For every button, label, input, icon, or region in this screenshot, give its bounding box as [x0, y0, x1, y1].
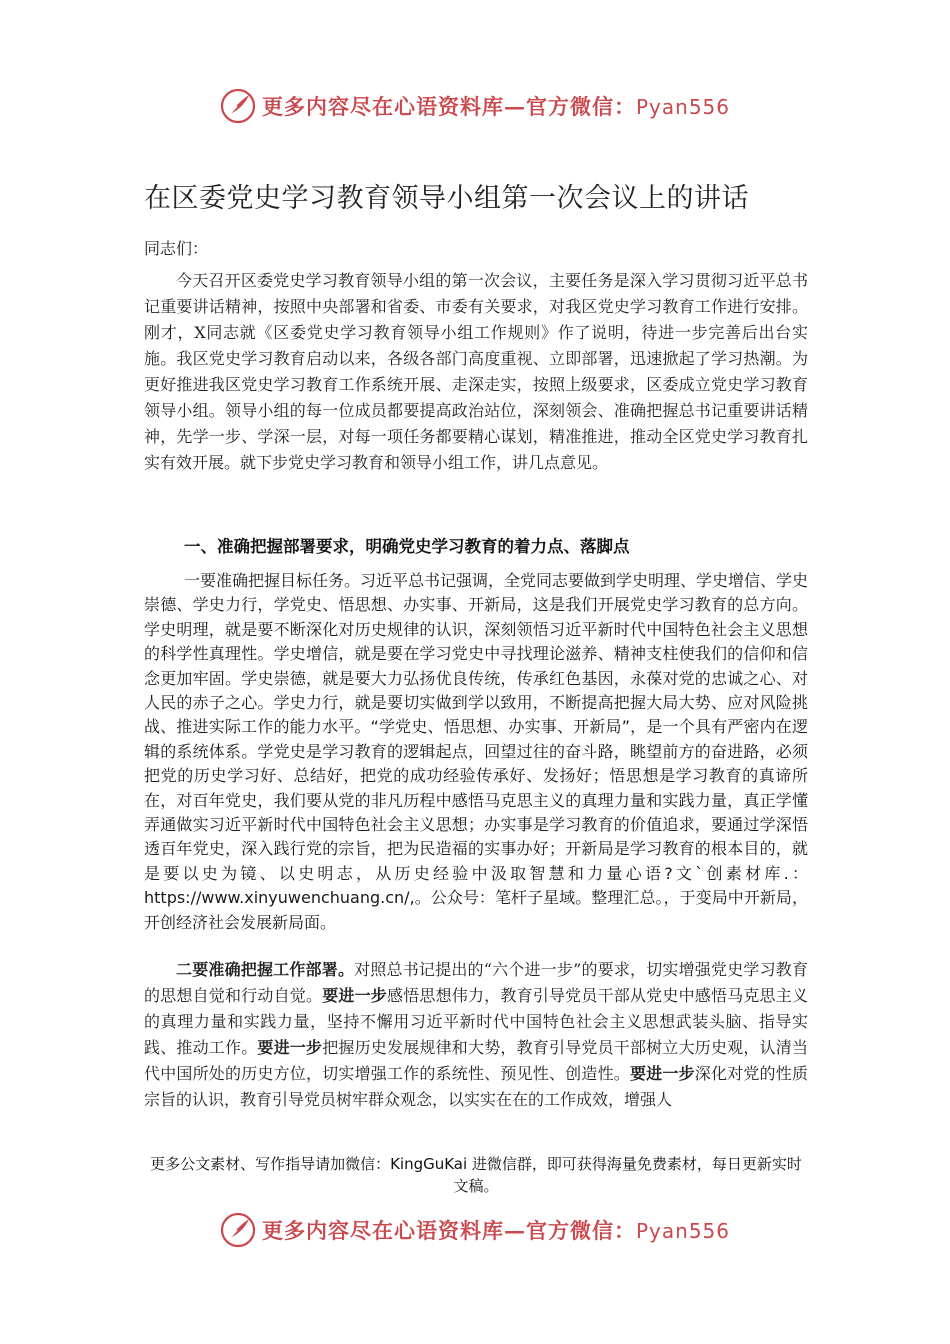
section-heading-1: 一、准确把握部署要求，明确党史学习教育的着力点、落脚点: [184, 537, 630, 556]
intro-paragraph: 今天召开区委党史学习教育领导小组的第一次会议，主要任务是深入学习贯彻习近平总书记重要讲话精神，按照中央部署和省委、市委有关要求，对我区党史学习教育工作进行安排。刚才，X同志就《区委党史学习教育领导小组工作规则》作了说明，待进一步完善后出台实施。我区党史学习教育启动以来，各级各部门高度重视、立即部署，迅速掀起了学习热潮。为更好推进我区党史学习教育工作系统开展、走深走实，按照上级要求，区委成立党史学习教育领导小组。领导小组的每一位成员都要提高政治站位，深刻领会、准确把握总书记重要讲话精神，先学一步、学深一层，对每一项任务都要精心谋划，精准推进，推动全区党史学习教育扎实有效开展。就下步党史学习教育和领导小组工作，讲几点意见。: [144, 271, 808, 472]
salutation: 同志们：: [144, 239, 209, 258]
para-lead: 二要准确把握工作部署。: [176, 960, 355, 979]
banner-text: 更多内容尽在心语资料库—官方微信：Pyan556: [261, 1218, 730, 1243]
keyword: 要进一步: [322, 986, 387, 1005]
quill-pen-icon: [220, 1212, 256, 1248]
wechat-id: Pyan556: [635, 1219, 730, 1243]
quill-pen-icon: [220, 88, 256, 124]
keyword: 要进一步: [629, 1064, 695, 1083]
bottom-banner: [0, 1208, 950, 1252]
paragraph-target-tasks: 一要准确把握目标任务。习近平总书记强调，全党同志要做到学史明理、学史增信、学史崇德、学史力行，学党史、悟思想、办实事、开新局，这是我们开展党史学习教育的总方向。学史明理，就是要不断深化对历史规律的认识，深刻领悟习近平新时代中国特色社会主义思想的科学性真理性。学史增信，就是要在学习党史中寻找理论滋养、精神支柱使我们的信仰和信念更加牢固。学史崇德，就是要大力弘扬优良传统，传承红色基因，永葆对党的忠诚之心、对人民的赤子之心。学史力行，就是要切实做到学以致用，不断提高把握大局大势、应对风险挑战、推进实际工作的能力水平。“学党史、悟思想、办实事、开新局”，是一个具有严密内在逻辑的系统体系。学党史是学习教育的逻辑起点，回望过往的奋斗路，眺望前方的奋进路，必须把党的历史学习好、总结好，把党的成功经验传承好、发扬好；悟思想是学习教育的真谛所在，对百年党史，我们要从党的非凡历程中感悟马克思主义的真理力量和实践力量，真正学懂弄通做实习近平新时代中国特色社会主义思想；办实事是学习教育的价值追求，要通过学深悟透百年党史，深入践行党的宗旨，把为民造福的实事办好；开新局是学习教育的根本目的，就是要以史为镜、以史明志，从历史经验中汲取智慧和力量心语?文`创素材库.：https://www.xinyuwenchuang.cn/,。公众号：笔杆子星域。整理汇总。，于变局中开新局，开创经济社会发展新局面。: [144, 571, 809, 932]
page-title: 在区委党史学习教育领导小组第一次会议上的讲话: [144, 183, 749, 214]
keyword: 要进一步: [257, 1038, 323, 1057]
wechat-id: Pyan556: [635, 95, 730, 119]
footer-note: 更多公文素材、写作指导请加微信：KingGuKai 进微信群，即可获得海量免费素材，每日更新实时文稿。: [150, 1155, 802, 1195]
paragraph-work-deployment: 二要准确把握工作部署。对照总书记提出的“六个进一步”的要求，切实增强党史学习教育的思想自觉和行动自觉。要进一步感悟思想伟力，教育引导党员干部从党史中感悟马克思主义的真理力量和实践力量，坚持不懈用习近平新时代中国特色社会主义思想武装头脑、指导实践、推动工作。要进一步把握历史发展规律和大势，教育引导党员干部树立大历史观，认清当代中国所处的历史方位，切实增强工作的系统性、预见性、创造性。要进一步深化对党的性质宗旨的认识，教育引导党员树牢群众观念，以实实在在的工作成效，增强人: [144, 960, 808, 1109]
banner-text: 更多内容尽在心语资料库—官方微信：Pyan556: [261, 94, 730, 119]
top-banner: [0, 84, 950, 128]
